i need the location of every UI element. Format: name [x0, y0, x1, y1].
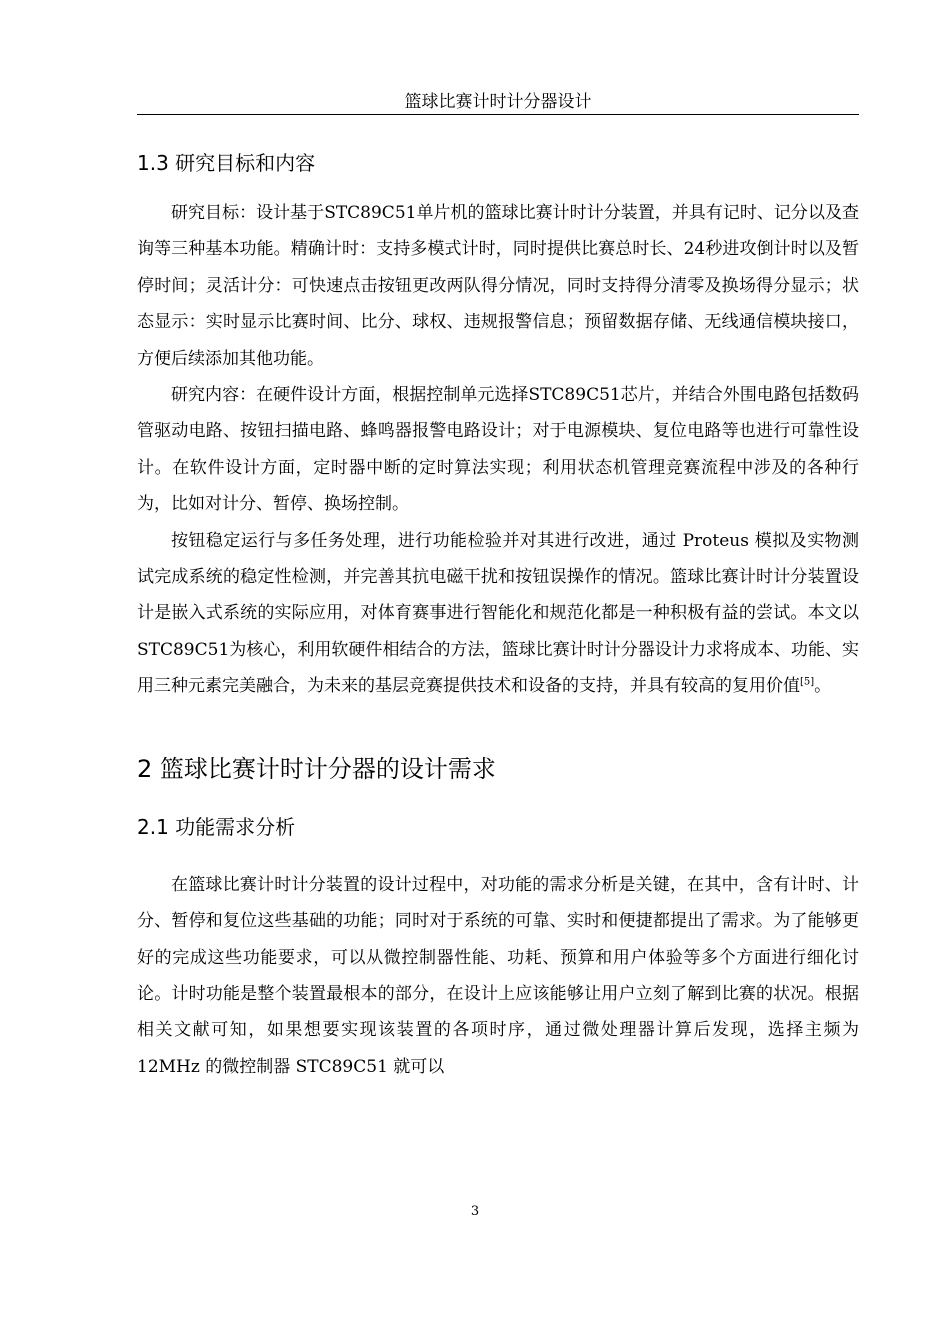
page-content	[137, 145, 859, 1085]
running-header: 篮球比赛计时计分器设计	[404, 92, 592, 112]
citation-ref: [5]	[800, 676, 815, 688]
section-heading-1-3: 1.3 研究目标和内容	[137, 151, 316, 175]
paragraph-research-goal: 研究目标：设计基于STC89C51单片机的篮球比赛计时计分装置，并具有记时、记分以及查询等三种基本功能。精确计时：支持多模式计时，同时提供比赛总时长、24秒进攻倒计时以及暂停时间；灵活计分：可快速点击按钮更改两队得分情况，同时支持得分清零及换场得分显示；状态显示：实时显示比赛时间、比分、球权、违规报警信息；预留数据存储、无线通信模块接口，方便后续添加其他功能。	[137, 203, 859, 369]
paragraph-end: 。	[814, 676, 832, 697]
paragraph-text: 按钮稳定运行与多任务处理，进行功能检验并对其进行改进，通过 Proteus 模拟及实物测试完成系统的稳定性检测，并完善其抗电磁干扰和按钮误操作的情况。篮球比赛计时计分装置设计是嵌入式系统的实际应用，对体育赛事进行智能化和规范化都是一种积极有益的尝试。本文以STC89C51为核心，利用软硬件相结合的方法，篮球比赛计时计分器设计力求将成本、功能、实用三种元素完美融合，为未来的基层竞赛提供技术和设备的支持，并具有较高的复用价值	[137, 530, 859, 697]
chapter-heading-2: 2 篮球比赛计时计分器的设计需求	[137, 754, 496, 783]
paragraph-function-analysis: 在篮球比赛计时计分装置的设计过程中，对功能的需求分析是关键，在其中，含有计时、计分、暂停和复位这些基础的功能；同时对于系统的可靠、实时和便捷都提出了需求。为了能够更好的完成这些功能要求，可以从微控制器性能、功耗、预算和用户体验等多个方面进行细化讨论。计时功能是整个装置最根本的部分，在设计上应该能够让用户立刻了解到比赛的状况。根据相关文献可知，如果想要实现该装置的各项时序，通过微处理器计算后发现，选择主频为 12MHz 的微控制器 STC89C51 就可以	[137, 874, 859, 1077]
header-rule	[137, 114, 859, 115]
page-number: 3	[470, 1204, 480, 1219]
section-heading-2-1: 2.1 功能需求分析	[137, 814, 296, 839]
paragraph-research-content: 研究内容：在硬件设计方面，根据控制单元选择STC89C51芯片，并结合外围电路包括数码管驱动电路、按钮扫描电路、蜂鸣器报警电路设计；对于电源模块、复位电路等也进行可靠性设计。在软件设计方面，定时器中断的定时算法实现；利用状态机管理竞赛流程中涉及的各种行为，比如对计分、暂停、换场控制。	[137, 385, 859, 515]
paragraph-testing-summary	[137, 523, 859, 705]
